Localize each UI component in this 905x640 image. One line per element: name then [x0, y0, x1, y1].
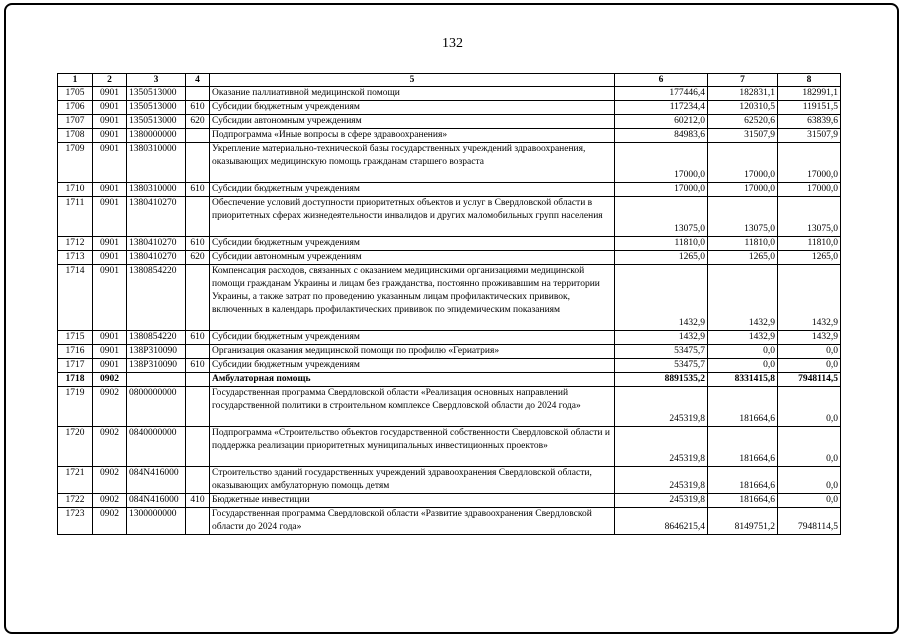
amount-year2-cell: 1432,9	[708, 265, 778, 331]
table-row	[58, 237, 841, 251]
column-header: 7	[708, 74, 778, 87]
description-cell: Субсидии бюджетным учреждениям	[210, 331, 615, 345]
row-number-cell: 1719	[58, 387, 93, 427]
amount-year1-cell: 17000,0	[615, 143, 708, 183]
description-cell: Государственная программа Свердловской области «Реализация основных направлений государственной политики в строительном комплексе Свердловской области до 2024 года»	[210, 387, 615, 427]
section-code-cell: 0902	[93, 373, 127, 387]
description-cell: Субсидии бюджетным учреждениям	[210, 359, 615, 373]
section-code-cell: 0901	[93, 251, 127, 265]
amount-year2-cell: 120310,5	[708, 101, 778, 115]
section-code-cell: 0901	[93, 183, 127, 197]
target-article-cell: 1380410270	[127, 237, 186, 251]
table-row	[58, 197, 841, 237]
table-row	[58, 345, 841, 359]
table-row	[58, 494, 841, 508]
target-article-cell: 084N416000	[127, 467, 186, 494]
row-number-cell: 1709	[58, 143, 93, 183]
description-cell: Государственная программа Свердловской области «Развитие здравоохранения Свердловской области до 2024 года»	[210, 508, 615, 535]
amount-year3-cell: 0,0	[778, 345, 841, 359]
amount-year1-cell: 13075,0	[615, 197, 708, 237]
amount-year3-cell: 182991,1	[778, 87, 841, 101]
row-number-cell: 1720	[58, 427, 93, 467]
column-header: 3	[127, 74, 186, 87]
row-number-cell: 1721	[58, 467, 93, 494]
amount-year2-cell: 17000,0	[708, 183, 778, 197]
amount-year1-cell: 245319,8	[615, 427, 708, 467]
amount-year1-cell: 245319,8	[615, 467, 708, 494]
amount-year3-cell: 0,0	[778, 359, 841, 373]
section-code-cell: 0901	[93, 331, 127, 345]
expense-type-cell	[186, 197, 210, 237]
amount-year3-cell: 7948114,5	[778, 373, 841, 387]
amount-year1-cell: 1432,9	[615, 265, 708, 331]
amount-year1-cell: 245319,8	[615, 494, 708, 508]
amount-year1-cell: 60212,0	[615, 115, 708, 129]
expense-type-cell	[186, 87, 210, 101]
amount-year2-cell: 181664,6	[708, 387, 778, 427]
description-cell: Субсидии автономным учреждениям	[210, 115, 615, 129]
table-row	[58, 183, 841, 197]
amount-year2-cell: 8331415,8	[708, 373, 778, 387]
section-code-cell: 0902	[93, 494, 127, 508]
amount-year3-cell: 13075,0	[778, 197, 841, 237]
table-row	[58, 331, 841, 345]
amount-year2-cell: 1265,0	[708, 251, 778, 265]
column-header: 6	[615, 74, 708, 87]
section-code-cell: 0901	[93, 87, 127, 101]
table-row	[58, 115, 841, 129]
table-row	[58, 508, 841, 535]
description-cell: Субсидии бюджетным учреждениям	[210, 237, 615, 251]
section-code-cell: 0901	[93, 237, 127, 251]
section-code-cell: 0901	[93, 359, 127, 373]
amount-year3-cell: 1432,9	[778, 265, 841, 331]
row-number-cell: 1707	[58, 115, 93, 129]
target-article-cell: 1300000000	[127, 508, 186, 535]
row-number-cell: 1706	[58, 101, 93, 115]
description-cell: Бюджетные инвестиции	[210, 494, 615, 508]
table-row	[58, 251, 841, 265]
target-article-cell: 0800000000	[127, 387, 186, 427]
description-cell: Амбулаторная помощь	[210, 373, 615, 387]
amount-year3-cell: 119151,5	[778, 101, 841, 115]
budget-table	[57, 73, 841, 535]
table-row	[58, 101, 841, 115]
column-header: 2	[93, 74, 127, 87]
target-article-cell: 084N416000	[127, 494, 186, 508]
table-header-row	[58, 74, 841, 87]
row-number-cell: 1718	[58, 373, 93, 387]
column-header: 8	[778, 74, 841, 87]
amount-year3-cell: 0,0	[778, 427, 841, 467]
row-number-cell: 1715	[58, 331, 93, 345]
page-number: 132	[442, 36, 463, 51]
section-code-cell: 0902	[93, 427, 127, 467]
amount-year2-cell: 181664,6	[708, 427, 778, 467]
amount-year1-cell: 8646215,4	[615, 508, 708, 535]
amount-year2-cell: 0,0	[708, 359, 778, 373]
expense-type-cell	[186, 467, 210, 494]
table-row	[58, 87, 841, 101]
description-cell: Субсидии автономным учреждениям	[210, 251, 615, 265]
section-code-cell: 0901	[93, 265, 127, 331]
description-cell: Подпрограмма «Иные вопросы в сфере здравоохранения»	[210, 129, 615, 143]
row-number-cell: 1710	[58, 183, 93, 197]
amount-year1-cell: 53475,7	[615, 359, 708, 373]
amount-year2-cell: 181664,6	[708, 467, 778, 494]
description-cell: Оказание паллиативной медицинской помощи	[210, 87, 615, 101]
row-number-cell: 1708	[58, 129, 93, 143]
description-cell: Субсидии бюджетным учреждениям	[210, 183, 615, 197]
target-article-cell: 1380000000	[127, 129, 186, 143]
target-article-cell: 1380410270	[127, 197, 186, 237]
expense-type-cell	[186, 508, 210, 535]
description-cell: Обеспечение условий доступности приоритетных объектов и услуг в Свердловской области в приоритетных сферах жизнедеятельности инвалидов и других маломобильных групп населения	[210, 197, 615, 237]
target-article-cell: 1380854220	[127, 331, 186, 345]
expense-type-cell: 610	[186, 237, 210, 251]
amount-year1-cell: 1265,0	[615, 251, 708, 265]
table-row	[58, 359, 841, 373]
table-row	[58, 387, 841, 427]
row-number-cell: 1712	[58, 237, 93, 251]
amount-year3-cell: 1265,0	[778, 251, 841, 265]
target-article-cell: 1380410270	[127, 251, 186, 265]
target-article-cell: 1350513000	[127, 87, 186, 101]
amount-year3-cell: 31507,9	[778, 129, 841, 143]
expense-type-cell: 620	[186, 115, 210, 129]
expense-type-cell: 610	[186, 359, 210, 373]
table-body	[58, 87, 841, 535]
amount-year1-cell: 117234,4	[615, 101, 708, 115]
description-cell: Строительство зданий государственных учреждений здравоохранения Свердловской области, оказывающих амбулаторную помощь детям	[210, 467, 615, 494]
section-code-cell: 0901	[93, 197, 127, 237]
table-row	[58, 143, 841, 183]
expense-type-cell: 610	[186, 331, 210, 345]
section-code-cell: 0902	[93, 508, 127, 535]
description-cell: Компенсация расходов, связанных с оказанием медицинскими организациями медицинской помощи гражданам Украины и лицам без гражданства, постоянно проживавшим на территории Украины, а также затрат по проведению указанным лицам профилактических прививок, включенных в календарь профилактических прививок по эпидемическим показаниям	[210, 265, 615, 331]
amount-year1-cell: 11810,0	[615, 237, 708, 251]
row-number-cell: 1722	[58, 494, 93, 508]
row-number-cell: 1714	[58, 265, 93, 331]
target-article-cell: 138P310090	[127, 359, 186, 373]
expense-type-cell	[186, 129, 210, 143]
amount-year1-cell: 84983,6	[615, 129, 708, 143]
table-row	[58, 467, 841, 494]
amount-year1-cell: 1432,9	[615, 331, 708, 345]
amount-year2-cell: 182831,1	[708, 87, 778, 101]
expense-type-cell: 410	[186, 494, 210, 508]
amount-year1-cell: 177446,4	[615, 87, 708, 101]
column-header: 4	[186, 74, 210, 87]
target-article-cell: 1350513000	[127, 101, 186, 115]
section-code-cell: 0901	[93, 101, 127, 115]
amount-year2-cell: 11810,0	[708, 237, 778, 251]
amount-year2-cell: 8149751,2	[708, 508, 778, 535]
table-row	[58, 129, 841, 143]
table-row	[58, 373, 841, 387]
amount-year3-cell: 0,0	[778, 467, 841, 494]
amount-year1-cell: 245319,8	[615, 387, 708, 427]
column-header: 5	[210, 74, 615, 87]
table-row	[58, 427, 841, 467]
target-article-cell	[127, 373, 186, 387]
amount-year2-cell: 0,0	[708, 345, 778, 359]
row-number-cell: 1711	[58, 197, 93, 237]
section-code-cell: 0901	[93, 115, 127, 129]
row-number-cell: 1705	[58, 87, 93, 101]
expense-type-cell	[186, 265, 210, 331]
amount-year3-cell: 1432,9	[778, 331, 841, 345]
amount-year1-cell: 8891535,2	[615, 373, 708, 387]
section-code-cell: 0901	[93, 129, 127, 143]
amount-year3-cell: 0,0	[778, 494, 841, 508]
table-row	[58, 265, 841, 331]
expense-type-cell: 610	[186, 101, 210, 115]
description-cell: Укрепление материально-технической базы государственных учреждений здравоохранения, оказывающих медицинскую помощь гражданам старшего возраста	[210, 143, 615, 183]
amount-year2-cell: 17000,0	[708, 143, 778, 183]
description-cell: Субсидии бюджетным учреждениям	[210, 101, 615, 115]
section-code-cell: 0901	[93, 345, 127, 359]
target-article-cell: 1380310000	[127, 183, 186, 197]
amount-year2-cell: 1432,9	[708, 331, 778, 345]
description-cell: Подпрограмма «Строительство объектов государственной собственности Свердловской области и поддержка реализации приоритетных муниципальных инвестиционных проектов»	[210, 427, 615, 467]
expense-type-cell	[186, 387, 210, 427]
description-cell: Организация оказания медицинской помощи по профилю «Гериатрия»	[210, 345, 615, 359]
target-article-cell: 138P310090	[127, 345, 186, 359]
expense-type-cell: 620	[186, 251, 210, 265]
amount-year3-cell: 17000,0	[778, 183, 841, 197]
expense-type-cell	[186, 373, 210, 387]
amount-year2-cell: 31507,9	[708, 129, 778, 143]
row-number-cell: 1713	[58, 251, 93, 265]
target-article-cell: 1380310000	[127, 143, 186, 183]
amount-year1-cell: 53475,7	[615, 345, 708, 359]
expense-type-cell	[186, 143, 210, 183]
amount-year2-cell: 181664,6	[708, 494, 778, 508]
section-code-cell: 0901	[93, 143, 127, 183]
target-article-cell: 0840000000	[127, 427, 186, 467]
target-article-cell: 1350513000	[127, 115, 186, 129]
amount-year3-cell: 63839,6	[778, 115, 841, 129]
amount-year3-cell: 11810,0	[778, 237, 841, 251]
expense-type-cell	[186, 427, 210, 467]
section-code-cell: 0902	[93, 387, 127, 427]
expense-type-cell	[186, 345, 210, 359]
row-number-cell: 1723	[58, 508, 93, 535]
amount-year2-cell: 62520,6	[708, 115, 778, 129]
amount-year3-cell: 0,0	[778, 387, 841, 427]
row-number-cell: 1716	[58, 345, 93, 359]
row-number-cell: 1717	[58, 359, 93, 373]
amount-year3-cell: 17000,0	[778, 143, 841, 183]
amount-year2-cell: 13075,0	[708, 197, 778, 237]
expense-type-cell: 610	[186, 183, 210, 197]
amount-year3-cell: 7948114,5	[778, 508, 841, 535]
amount-year1-cell: 17000,0	[615, 183, 708, 197]
section-code-cell: 0902	[93, 467, 127, 494]
target-article-cell: 1380854220	[127, 265, 186, 331]
column-header: 1	[58, 74, 93, 87]
